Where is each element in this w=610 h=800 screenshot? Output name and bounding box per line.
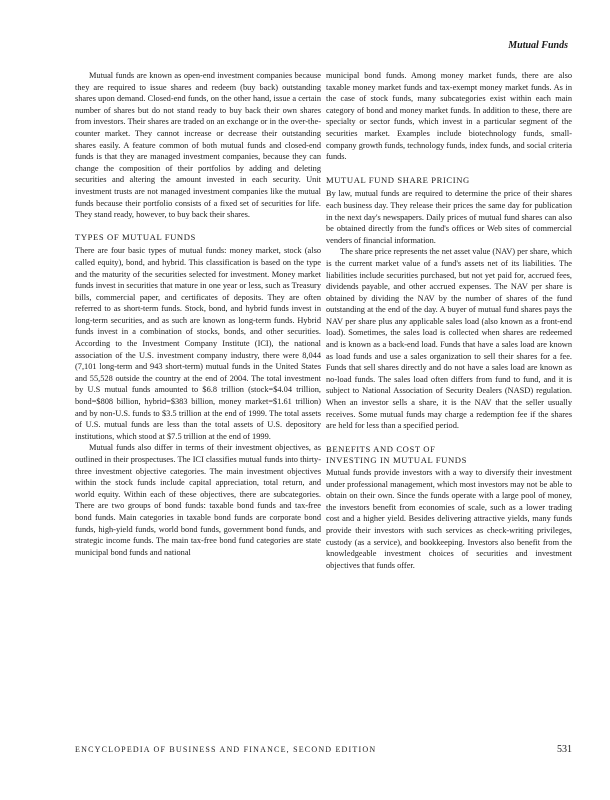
paragraph: The share price represents the net asset value (NAV) per share, which is the current market value of a fund's assets net of its liabilities. The liabilities include securities purchased, but not yet paid for, accrued fees, dividends payable, and other accrued expenses. The NAV per share is obtained by dividing the NAV by the number of shares of the fund outstanding at the end of the day. A buyer of mutual fund shares pays the NAV per share plus any applicable sales load (also known as a front-end load). Sometimes, the sales load is collected when shares are redeemed and is known as a back-end load. Funds that have a sales load are known as load funds and use a sales organization to sell their shares for a fee. Funds that sell shares directly and do not have a sales load are known as no-load funds. The sales load often differs from fund to fund, and it is subject to National Association of Security Dealers (NASD) regulation. When an investor sells a share, it is the NAV that the seller usually receives. Some mutual funds may charge a redemption fee if the shares are held for less than a specified period.	[326, 247, 572, 431]
section-heading-types: TYPES OF MUTUAL FUNDS	[75, 231, 196, 242]
paragraph: There are four basic types of mutual funds: money market, stock (also called equity), bond, and hybrid. This classification is based on the type and the maturity of the securities selected for investment. Money market funds invest in securities that mature in one year or less, such as Treasury bills, commercial paper, and certificates of deposits. They are often referred to as short-term funds. Stock, bond, and hybrid funds invest in long-term securities, and as such are known as long-term funds. Hybrid funds invest in a combination of stocks, bonds, and other securities. According to the Investment Company Institute (ICI), the national association of the U.S. investment company industry, there were 8,044 (7,101 long-term and 943 short-term) mutual funds in the United States and 55,528 outside the country at the end of 2004. The total investment by U.S mutual funds amounted to $6.8 trillion (stock=$4.04 trillion, bond=$808 billion, hybrid=$383 billion, money market=$1.61 trillion) and by non-U.S. funds to $3.5 trillion at the end of 1999. The total assets of U.S. mutual funds are less than the total assets of U.S. depository institutions, which stood at $7.5 trillion at the end of 1999.	[75, 246, 321, 441]
heading-line: BENEFITS AND COST OF	[326, 443, 436, 454]
paragraph: By law, mutual funds are required to determine the price of their shares each business day. They release their prices the same day for publication in the next day's newspapers. Daily prices of mutual fund shares can also be obtained directly from the fund's offices or Web sites of commercial venders of financial information.	[326, 189, 572, 245]
section-heading-benefits	[326, 444, 572, 467]
paragraph: Mutual funds also differ in terms of their investment objectives, as outlined in their prospectuses. The ICI classifies mutual funds into thirty-three investment objective categories. The main investment objectives within the stock funds include capital appreciation, total return, and world equity. Within each of these objectives, there are subcategories. There are two groups of bond funds: taxable bond funds and tax-free bond funds. Main categories in taxable bond funds are corporate bond funds, high-yield funds, world bond funds, government bond funds, and strategic income funds. The main tax-free bond fund categories are state municipal bond funds and national	[75, 443, 321, 557]
paragraph: municipal bond funds. Among money market funds, there are also taxable money market funds and tax-exempt money market funds. As in the case of stock funds, many subcategories exist within each main category of bond and money market funds. In addition to these, there are specialty or sector funds, which invest in a particular segment of the securities market. Examples include biotechnology funds, small-company growth funds, technology funds, index funds, and social criteria funds.	[326, 71, 572, 162]
section-heading-pricing: MUTUAL FUND SHARE PRICING	[326, 174, 470, 185]
left-column	[75, 70, 321, 558]
running-head: Mutual Funds	[508, 40, 568, 51]
paragraph: Mutual funds provide investors with a way to diversify their investment under professional management, which most investors may not be able to obtain on their own. Since the funds operate with a large pool of money, the investors benefit from economies of scale, such as a lower trading cost and a higher yield. Besides delivering attractive yields, many funds provide their investors with such services as check-writing privileges, custody (as a service), and bookkeeping. Investors also benefit from the knowledgeable investment choices of securities and investment objectives that funds offer.	[326, 468, 572, 570]
paragraph: Mutual funds are known as open-end investment companies because they are required to issue shares and redeem (buy back) outstanding shares upon demand. Closed-end funds, on the other hand, issue a certain number of shares but do not stand ready to buy back their own shares from investors. Their shares are traded on an exchange or in the over-the-counter market. They cannot increase or decrease their outstanding shares easily. A feature common of both mutual funds and closed-end funds is that they are managed investment companies, because they can change the composition of their portfolios by adding and deleting securities and altering the amount invested in each security. Unit investment trusts are not managed investment companies like the mutual funds because their portfolio consists of a fixed set of securities for life. They stand ready, however, to buy back their shares.	[75, 71, 321, 220]
footer-title: ENCYCLOPEDIA OF BUSINESS AND FINANCE, SECOND EDITION	[75, 745, 377, 754]
right-column	[326, 70, 572, 571]
heading-line: INVESTING IN MUTUAL FUNDS	[326, 455, 467, 466]
page-number: 531	[557, 744, 572, 755]
